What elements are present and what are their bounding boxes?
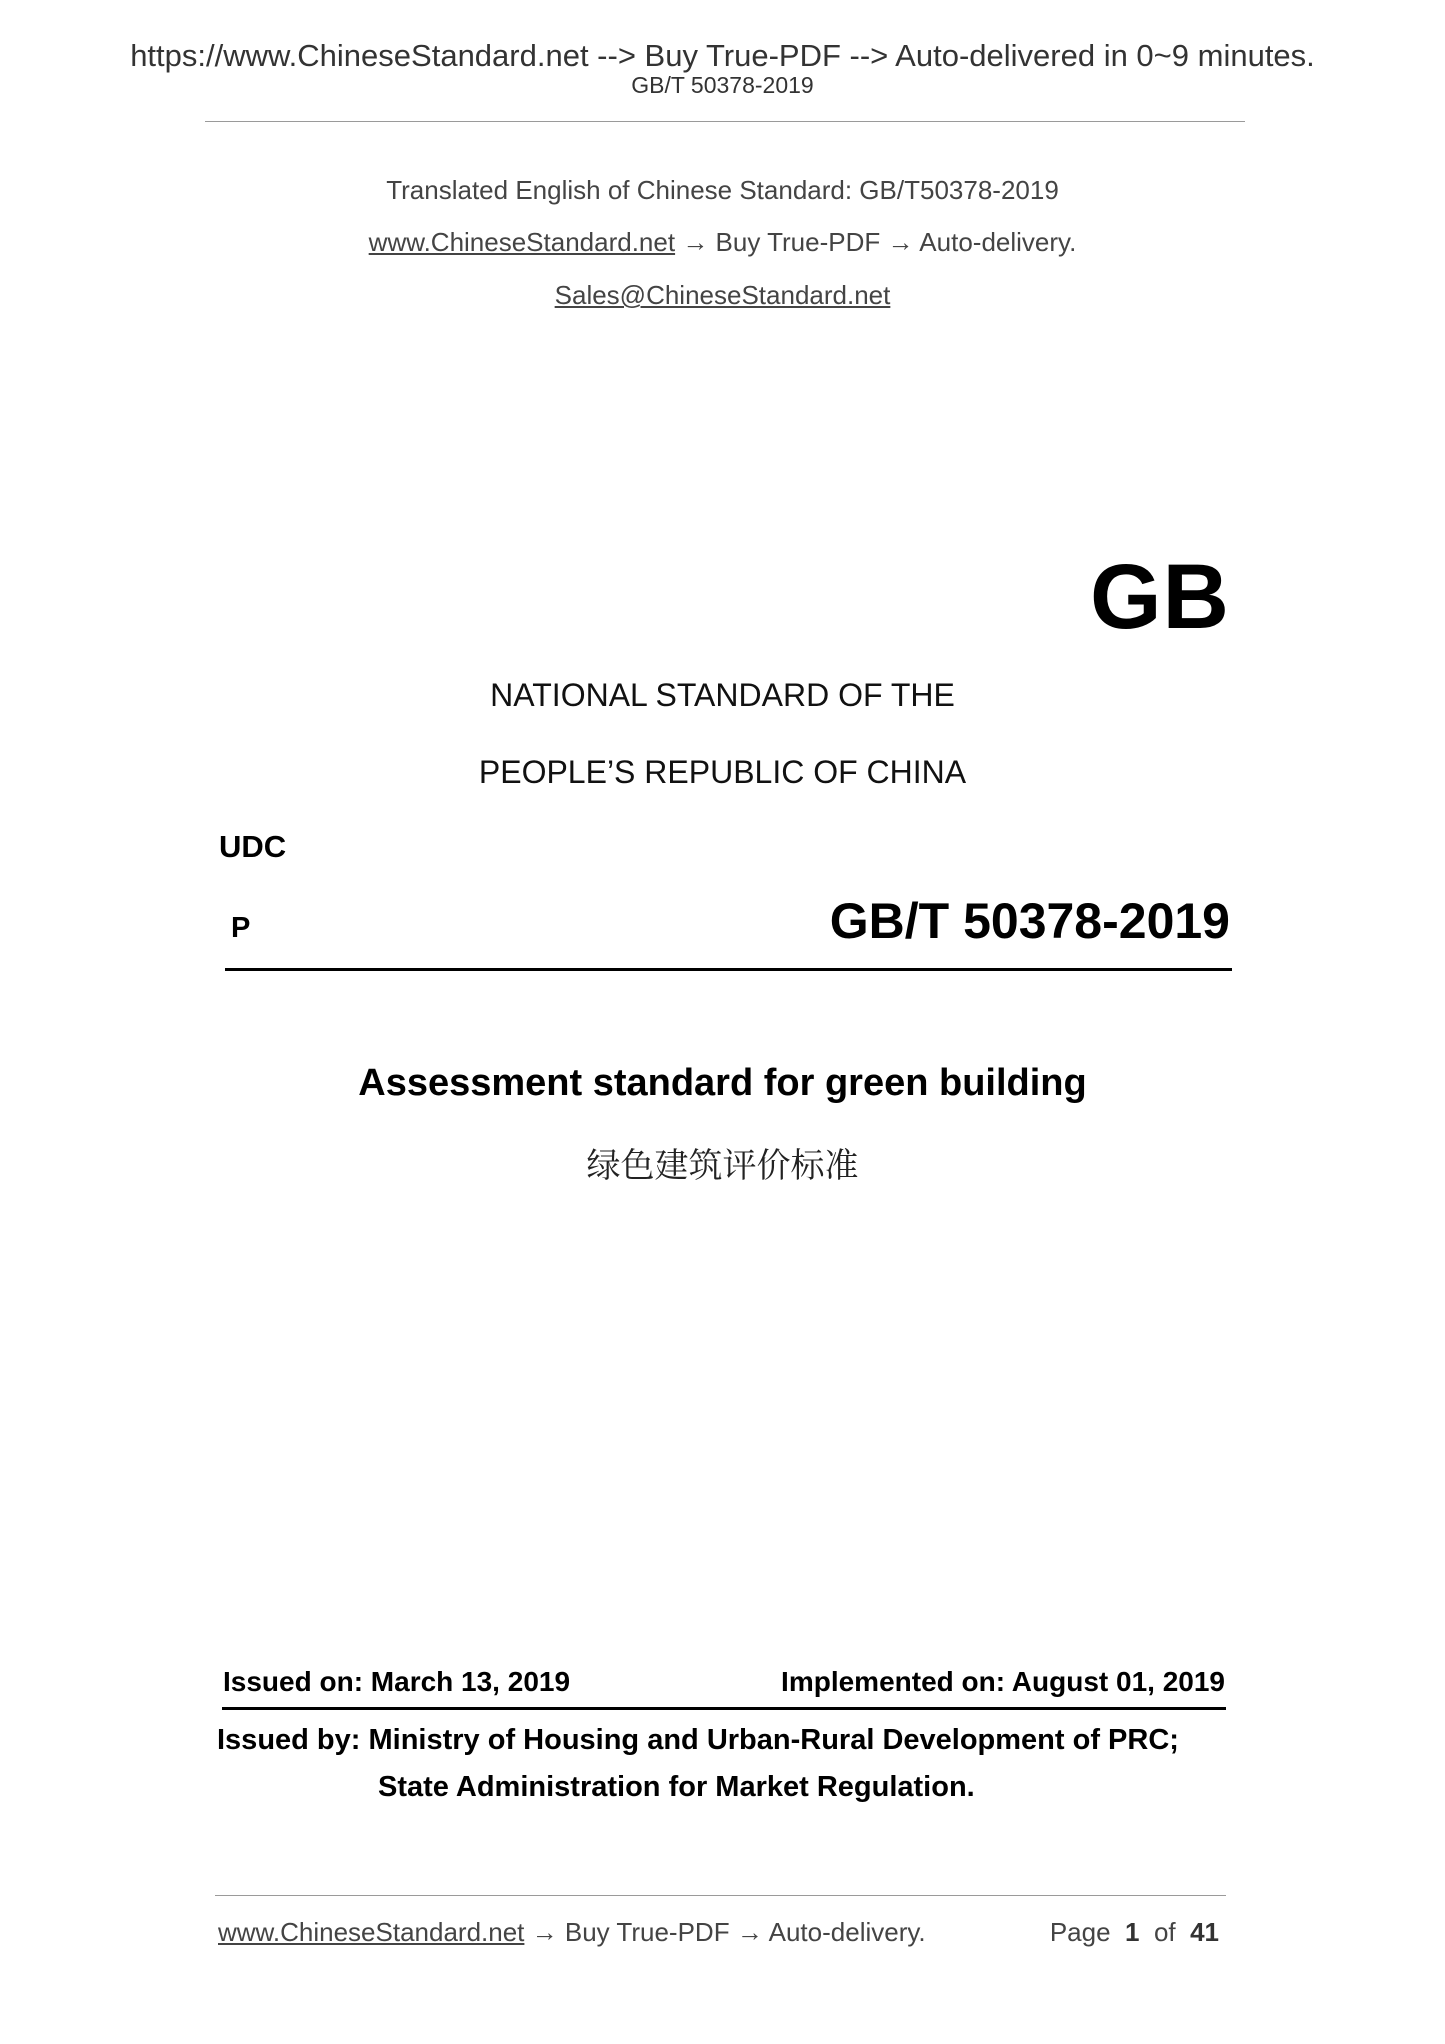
implemented-on-date: Implemented on: August 01, 2019 — [781, 1666, 1225, 1697]
footer-site-link[interactable]: www.ChineseStandard.net — [218, 1917, 525, 1947]
top-banner[interactable]: https://www.ChineseStandard.net --> Buy True-PDF --> Auto-delivered in 0~9 minutes. — [130, 38, 1315, 73]
title-english: Assessment standard for green building — [358, 1062, 1087, 1104]
national-standard-line1: NATIONAL STANDARD OF THE — [490, 677, 955, 713]
p-label: P — [231, 912, 251, 944]
page-of: of — [1153, 1917, 1176, 1947]
footer-links — [218, 1917, 926, 1948]
sales-email-link[interactable]: Sales@ChineseStandard.net — [554, 280, 891, 310]
udc-label: UDC — [219, 829, 287, 864]
header-divider — [205, 121, 1245, 122]
buy-pdf-text: Buy True-PDF — [715, 227, 881, 257]
code-divider — [225, 968, 1232, 971]
footer-delivery-text: Auto-delivery. — [768, 1917, 926, 1947]
arrow-icon: → — [736, 1917, 763, 1947]
arrow-icon: → — [887, 227, 914, 257]
page-current: 1 — [1125, 1917, 1140, 1947]
national-standard-line2: PEOPLE’S REPUBLIC OF CHINA — [478, 754, 967, 790]
issued-on-date: Issued on: March 13, 2019 — [223, 1666, 571, 1697]
footer-divider — [215, 1895, 1226, 1896]
issued-by-line1: Issued by: Ministry of Housing and Urban-Rural Development of PRC; — [217, 1724, 1179, 1756]
arrow-icon: → — [531, 1917, 558, 1947]
page-total: 41 — [1190, 1917, 1219, 1947]
translation-notice: Translated English of Chinese Standard: GB/T50378-2019 — [386, 175, 1059, 205]
site-link[interactable]: www.ChineseStandard.net — [368, 227, 676, 257]
email-row — [0, 280, 1445, 311]
running-header-code: GB/T 50378-2019 — [631, 72, 814, 98]
issued-by-line2: State Administration for Market Regulation. — [378, 1771, 975, 1803]
page-word: Page — [1049, 1917, 1111, 1947]
arrow-icon: → — [682, 227, 709, 257]
footer-buy-text: Buy True-PDF — [564, 1917, 730, 1947]
gb-mark: GB — [1090, 546, 1230, 648]
translation-links-row — [0, 227, 1445, 258]
auto-delivery-text: Auto-delivery. — [919, 227, 1077, 257]
page-indicator — [1050, 1917, 1219, 1948]
title-chinese: 绿色建筑评价标准 — [586, 1146, 859, 1186]
dates-divider — [222, 1707, 1226, 1710]
standard-code: GB/T 50378-2019 — [829, 893, 1230, 949]
